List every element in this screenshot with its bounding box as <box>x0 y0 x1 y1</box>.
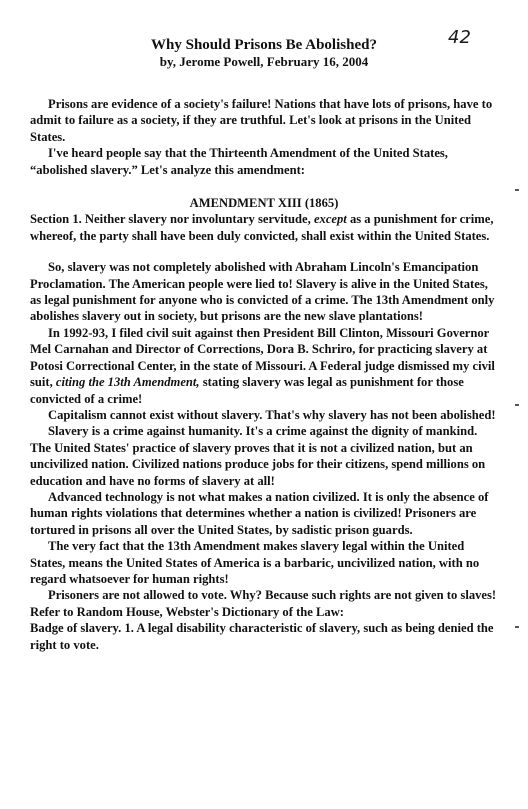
amendment-emphasis-except: except <box>313 212 347 227</box>
amendment-text-before: Section 1. Neither slavery nor involuntary servitude, <box>30 212 314 227</box>
paragraph-civil-suit <box>30 325 498 407</box>
margin-mark <box>515 404 519 406</box>
paragraph-not-abolished: So, slavery was not completely abolished with Abraham Lincoln's Emancipation Proclamation. The American people were lied to! Slavery is alive in the United States, as legal punishment for anyone who is convicted of a crime. The 13th Amendment only abolishes slavery out in society, but prisons are the new slave plantations! <box>30 260 495 324</box>
civil-suit-text-after: stating slavery was legal as punishment for those convicted of a crime! <box>30 375 464 406</box>
amendment-text-after: as a punishment for crime, whereof, the party shall have been duly convicted, shall exist within the United States. <box>30 212 494 243</box>
paragraph-crime-against-humanity: Slavery is a crime against humanity. It's a crime against the dignity of mankind. The United States' practice of slavery proves that it is not a civilized nation, but an uncivilized nation. Civilized nations produce jobs for their citizens, spend millions on education and have no forms of slavery at all! <box>30 424 486 488</box>
margin-mark <box>515 626 519 628</box>
handwritten-page-number: 42 <box>448 27 471 48</box>
civil-suit-text-before: In 1992-93, I filed civil suit against then President Bill Clinton, Missouri Governor Mel Carnahan and Director of Corrections, Dora B. Schriro, for practicing slavery at Potosi Correctional Center, in the state of Missouri. A Federal judge dismissed my civil suit, <box>30 325 495 390</box>
document-title: Why Should Prisons Be Abolished? <box>151 37 377 53</box>
paragraph-voting: Prisoners are not allowed to vote. Why? Because such rights are not given to slaves! Refer to Random House, Webster's Dictionary of the Law: <box>30 588 497 619</box>
paragraph-capitalism: Capitalism cannot exist without slavery. That's why slavery has not been abolished! <box>48 407 496 422</box>
paragraph-advanced-technology: Advanced technology is not what makes a nation civilized. It is only the absence of human rights violations that determines whether a nation is civilized! Prisoners are tortured in prisons all over the United States, by sadistic prison guards. <box>30 489 489 537</box>
paragraph-thirteenth-amendment: I've heard people say that the Thirteenth Amendment of the United States, “abolished slavery.” Let's analyze this amendment: <box>30 146 448 177</box>
spacer <box>30 244 498 259</box>
paragraph-very-fact: The very fact that the 13th Amendment makes slavery legal within the United States, means the United States of America is a barbaric, uncivilized nation, with no regard whatsoever for human rights! <box>30 539 480 586</box>
civil-suit-emphasis: citing the 13th Amendment, <box>55 375 200 390</box>
document-body <box>30 96 498 653</box>
amendment-title: AMENDMENT XIII (1865) <box>189 196 339 211</box>
paragraph-prisons-evidence: Prisons are evidence of a society's failure! Nations that have lots of prisons, have to admit to failure as a society, if they are truthful. Let's look at prisons in the United States. <box>30 97 493 144</box>
margin-mark <box>515 189 519 191</box>
amendment-section-1 <box>30 211 498 244</box>
document-byline: by, Jerome Powell, February 16, 2004 <box>159 54 369 69</box>
paragraph-badge-of-slavery: Badge of slavery. 1. A legal disability characteristic of slavery, such as being denied the right to vote. <box>30 621 494 652</box>
